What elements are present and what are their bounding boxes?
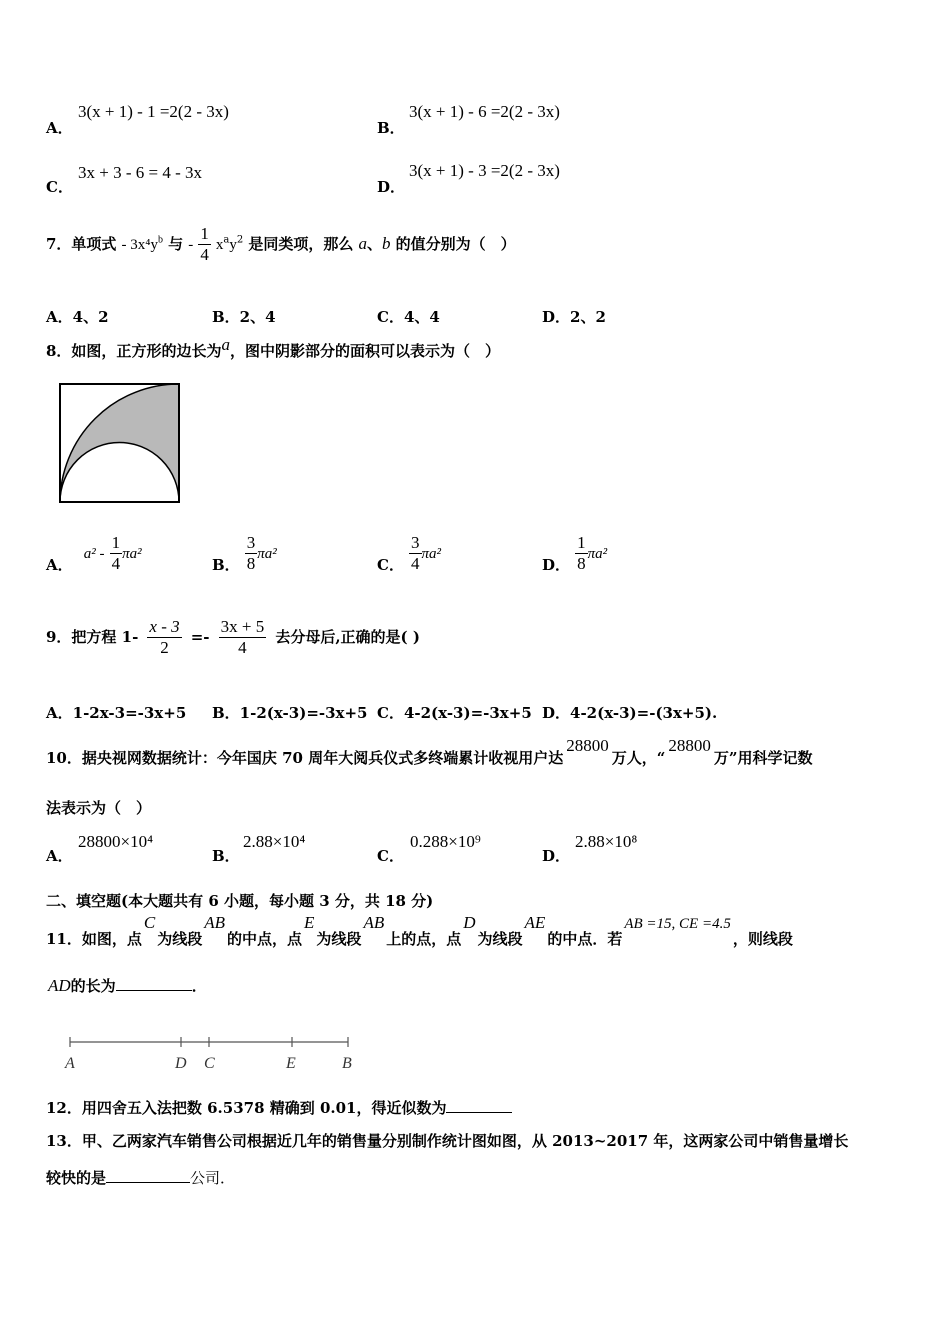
q7-fraction: $\frac{1}{4}$ [200,224,209,264]
q7-exp-a: a [223,234,230,246]
q11-line-2 [48,975,207,996]
q6-a-expr: 3(x + 1) - 1 =2(2 - 3x) [78,102,229,121]
q10-d-expr: 2.88×10⁸ [575,832,638,851]
q7-mono1: - 3x⁴y [121,237,159,253]
square-shaded-figure [58,382,182,504]
q9-stem [46,617,420,658]
q8-c-fraction: $\frac{3}{4}$ [411,533,420,573]
q11-t2: 为线段 [157,930,203,948]
q8-a-pre: a² - [83,546,105,562]
q9-option-b: B．1-2(x-3)=-3x+5 [212,704,368,722]
q11-t7: 的中点．若 [547,930,623,948]
q11-segment-figure [60,1030,360,1074]
q7-mono2-y: y [229,237,237,253]
q9-option-a: A．1-2x-3=-3x+5 [46,704,187,722]
q11-var-c: C [143,913,156,932]
q6-b-expr: 3(x + 1) - 6 =2(2 - 3x) [409,102,560,121]
q6-d-label: D． [377,178,406,196]
q8-var: a [221,335,230,354]
q12-text: 12．用四舍五入法把数 6.5378 精确到 0.01，得近似数为 [46,1099,447,1117]
q11-condition: AB =15, CE =4.5 [624,916,731,932]
q8-c-label: C． [377,556,404,574]
q7-prefix: 7．单项式 [46,235,117,253]
q10-a-label: A． [46,847,73,865]
q9-option-d: D．4-2(x-3)=-(3x+5). [542,704,718,722]
q7-mono1-exp: b [158,234,164,246]
q9-prefix: 9．把方程 1- [46,628,139,646]
q10-num: 28800 [566,736,609,755]
q11-var-e: E [304,913,315,932]
q8-option-b [212,533,277,574]
q9-fraction-2: $\frac{3x + 5}{4}$ [220,617,265,657]
q13-line-1: 13．甲、乙两家汽车销售公司根据近几年的销售量分别制作统计图如图，从 2013~2017 年，这两家公司中销售量增长 [46,1132,849,1150]
q11-var-ad: AD [48,976,71,995]
q8-option-c [377,533,441,574]
q6-b-label: B． [377,119,405,137]
q13-answer-blank[interactable] [106,1182,190,1183]
q11-var-d: D [463,913,476,932]
q8-d-fraction: $\frac{1}{8}$ [577,533,586,573]
q6-a-label: A． [46,119,73,137]
q10-text-1: 10．据央视网数据统计：今年国庆 70 周年大阅兵仪式多终端累计收视用户达 [46,749,564,767]
q10-text-2: 万人，“ [611,749,666,767]
q7-option-c: C．4、4 [377,308,440,326]
q8-option-a [46,533,142,574]
q10-text-4: 法表示为（ ） [46,799,152,817]
q11-t5: 上的点，点 [386,930,462,948]
q11-t8: ，则线段 [732,930,793,948]
q12-stem [46,1097,512,1118]
q7-stem: 7．单项式 - $3x^4y^b$ 与 - $\frac{1}{4}$ $x^ay^2$ 是同类项，那么 a、b 的值分别为（ ） [46,224,516,264]
q11-var-ab: AB [204,913,226,932]
q10-stem [46,735,813,767]
q7-option-d: D．2、2 [542,308,606,326]
q9-suffix: 去分母后,正确的是( ) [275,628,420,646]
q8-text-1: 8．如图，正方形的边长为 [46,342,222,360]
q9-option-c: C．4-2(x-3)=-3x+5 [377,704,532,722]
q8-a-fraction: $\frac{1}{4}$ [111,533,121,573]
q10-text-3: 万”用科学记数 [713,749,813,767]
q11-t1: 11．如图，点 [46,930,142,948]
q6-c-expr: 3x + 3 - 6 = 4 - 3x [78,163,202,182]
q7-suffix-1: 是同类项，那么 [248,235,354,253]
q8-d-label: D． [542,556,571,574]
q13-line-2 [46,1167,235,1188]
point-e-label: E [286,1055,296,1072]
q10-c-label: C． [377,847,404,865]
q10-c-expr: 0.288×10⁹ [410,832,481,851]
q8-text-2: ，图中阴影部分的面积可以表示为（ ） [229,342,500,360]
q8-b-post: πa² [257,546,277,562]
q7-var-b: b [381,234,391,253]
q11-t9: 的长为 [70,977,116,995]
q11-t10: ． [191,977,207,995]
q7-option-b: B．2、4 [212,308,276,326]
q10-b-label: B． [212,847,240,865]
section-2-heading: 二、填空题(本大题共有 6 小题，每小题 3 分，共 18 分) [46,892,434,910]
q9-eq: =- [190,628,210,646]
q7-mid: 与 [168,235,184,253]
q10-a-expr: 28800×10⁴ [78,832,154,851]
q11-t4: 为线段 [316,930,362,948]
q8-a-label: A． [46,556,73,574]
q8-a-post: πa² [122,546,142,562]
q11-stem [46,912,793,948]
q11-answer-blank[interactable] [116,990,192,991]
q8-stem [46,335,500,361]
q8-c-post: πa² [421,546,442,562]
q13-line2-pre: 较快的是 [46,1169,107,1187]
q12-answer-blank[interactable] [446,1112,512,1113]
q8-b-label: B． [212,556,240,574]
q7-var-a: a [358,234,367,253]
q8-b-fraction: $\frac{3}{8}$ [246,533,256,573]
q13-line2-post: 公司． [190,1169,236,1187]
point-b-label: B [342,1055,352,1072]
q10-b-expr: 2.88×10⁴ [243,832,306,851]
q11-t3: 的中点，点 [227,930,303,948]
q10-num2: 28800 [668,736,711,755]
point-d-label: D [175,1055,187,1072]
q7-suffix-2: 的值分别为（ ） [395,235,516,253]
q7-sep: 、 [366,235,382,253]
q6-d-expr: 3(x + 1) - 3 =2(2 - 3x) [409,161,560,180]
q8-option-d [542,533,607,574]
q10-d-label: D． [542,847,571,865]
q11-var-ae: AE [524,913,546,932]
q11-var-ab2: AB [363,913,385,932]
q9-fraction-1: $\frac{x - 3}{2}$ [149,617,180,657]
q11-t6: 为线段 [477,930,523,948]
q7-mono2-x: x [215,237,224,253]
q6-c-label: C． [46,178,73,196]
point-c-label: C [204,1055,215,1072]
q7-option-a: A．4、2 [46,308,109,326]
q8-d-post: πa² [587,546,608,562]
point-a-label: A [65,1055,75,1072]
q7-exp-2: 2 [236,234,244,246]
